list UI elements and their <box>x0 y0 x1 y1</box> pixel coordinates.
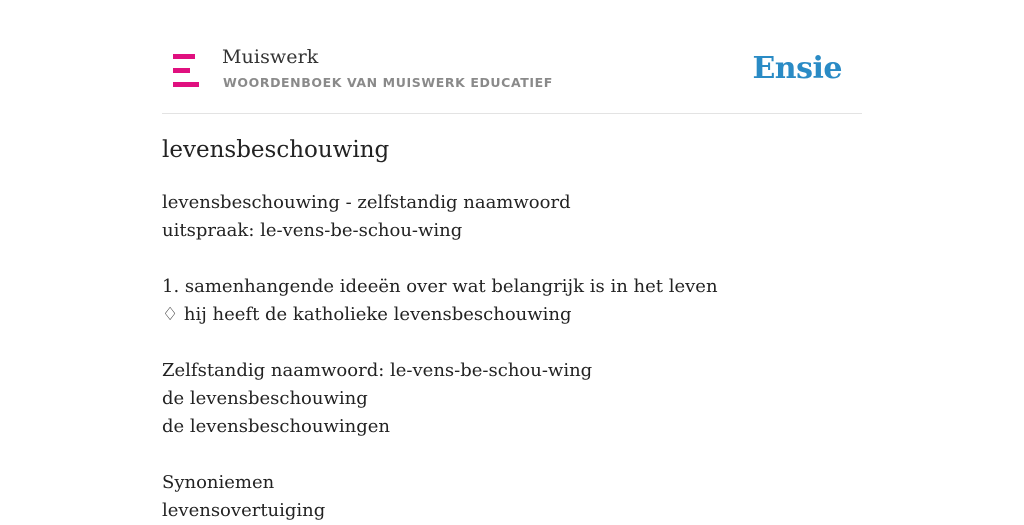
entry-line: Zelfstandig naamwoord: le-vens-be-schou-wing <box>162 360 593 381</box>
entry-line: 1. samenhangende ideeën over wat belangrijk is in het leven <box>162 276 718 297</box>
entry-line: uitspraak: le-vens-be-schou-wing <box>162 220 463 241</box>
brand-subtitle: WOORDENBOEK VAN MUISWERK EDUCATIEF <box>223 75 553 90</box>
brand-name[interactable]: Muiswerk <box>222 46 319 68</box>
entry-line <box>162 329 718 357</box>
entry-line <box>162 441 718 469</box>
entry-line: Synoniemen <box>162 472 275 493</box>
entry-line: ♢ hij heeft de katholieke levensbeschouwing <box>162 304 572 325</box>
page-title: levensbeschouwing <box>162 137 390 163</box>
muiswerk-logo-icon[interactable] <box>173 54 199 87</box>
entry-line <box>162 245 718 273</box>
entry-content <box>162 189 718 525</box>
ensie-logo-link[interactable]: Ensie <box>752 51 842 86</box>
page-container <box>162 0 862 521</box>
entry-line: de levensbeschouwingen <box>162 416 390 437</box>
entry-line: levensbeschouwing - zelfstandig naamwoord <box>162 192 571 213</box>
entry-line: levensovertuiging <box>162 500 326 521</box>
site-header <box>162 0 862 114</box>
entry-line: de levensbeschouwing <box>162 388 368 409</box>
